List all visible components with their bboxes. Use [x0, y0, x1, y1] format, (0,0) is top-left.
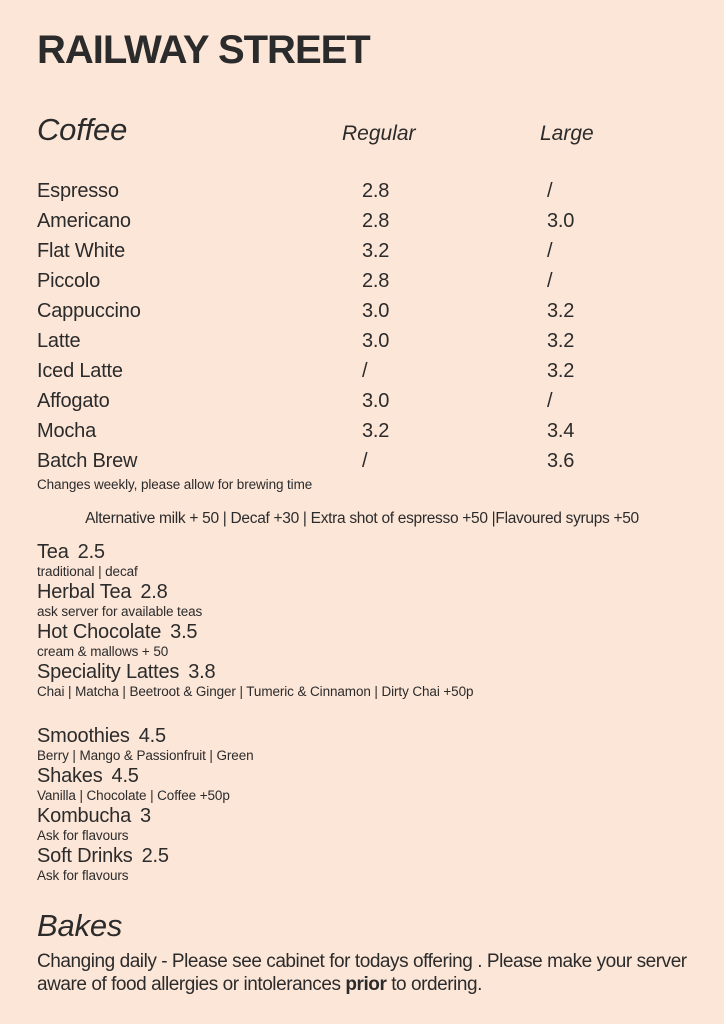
- drink-item-shakes: [37, 764, 687, 804]
- drink-note: Ask for flavours: [37, 828, 129, 843]
- item-price-large: 3.4: [547, 420, 575, 442]
- drink-name: Tea: [37, 541, 69, 563]
- coffee-row-batch-brew: [37, 446, 687, 476]
- item-price-regular: 2.8: [362, 270, 390, 292]
- drink-item-hot-chocolate: [37, 620, 687, 660]
- drink-note: traditional | decaf: [37, 564, 138, 579]
- item-price-large: 3.2: [547, 360, 575, 382]
- item-name: Piccolo: [37, 270, 101, 292]
- batch-brew-note: Changes weekly, please allow for brewing time: [37, 477, 313, 492]
- drink-price: 3.5: [170, 621, 198, 643]
- item-price-large: 3.6: [547, 450, 575, 472]
- coffee-row-affogato: [37, 386, 687, 416]
- item-price-regular: 3.2: [362, 420, 390, 442]
- drink-line: [37, 804, 687, 828]
- drink-item-herbal-tea: [37, 580, 687, 620]
- item-price-large: 3.2: [547, 300, 575, 322]
- drink-name: Hot Chocolate: [37, 621, 162, 643]
- drink-price: 3: [140, 805, 151, 827]
- drink-name: Smoothies: [37, 725, 130, 747]
- bakes-note-text: Changing daily - Please see cabinet for todays offering . Please make your server aware of food allergies or intolerances: [37, 951, 687, 995]
- item-name: Mocha: [37, 420, 97, 442]
- drink-note: Vanilla | Chocolate | Coffee +50p: [37, 788, 230, 803]
- item-price-regular: 3.0: [362, 300, 390, 322]
- item-price-large: /: [547, 180, 553, 202]
- coffee-row-americano: [37, 206, 687, 236]
- coffee-table-header: [37, 112, 687, 148]
- item-name: Espresso: [37, 180, 119, 202]
- drink-line: [37, 620, 687, 644]
- item-price-regular: 3.0: [362, 330, 390, 352]
- coffee-row-iced-latte: [37, 356, 687, 386]
- item-price-large: 3.2: [547, 330, 575, 352]
- item-price-large: 3.0: [547, 210, 575, 232]
- drink-line: [37, 844, 687, 868]
- drink-line: [37, 540, 687, 564]
- drink-note: Berry | Mango & Passionfruit | Green: [37, 748, 254, 763]
- coffee-row-mocha: [37, 416, 687, 446]
- column-header-large: Large: [540, 122, 594, 145]
- coffee-section-heading: Coffee: [37, 112, 128, 147]
- bakes-section-heading: Bakes: [37, 908, 123, 943]
- drink-item-tea: [37, 540, 687, 580]
- item-name: Affogato: [37, 390, 110, 412]
- page-title: RAILWAY STREET: [37, 28, 370, 72]
- drink-item-smoothies: [37, 724, 687, 764]
- drink-price: 4.5: [111, 765, 139, 787]
- coffee-row-piccolo: [37, 266, 687, 296]
- drink-note: ask server for available teas: [37, 604, 203, 619]
- coffee-section: [37, 112, 687, 528]
- item-price-large: /: [547, 390, 553, 412]
- drink-name: Kombucha: [37, 805, 132, 827]
- drink-price: 2.5: [77, 541, 105, 563]
- column-header-regular: Regular: [342, 122, 416, 145]
- drink-line: [37, 764, 687, 788]
- drink-price: 2.8: [140, 581, 168, 603]
- item-price-regular: 3.0: [362, 390, 390, 412]
- drink-line: [37, 580, 687, 604]
- drink-name: Shakes: [37, 765, 103, 787]
- drink-note: cream & mallows + 50: [37, 644, 169, 659]
- drink-item-soft-drinks: [37, 844, 687, 884]
- item-name: Iced Latte: [37, 360, 123, 382]
- drink-price: 2.5: [141, 845, 169, 867]
- drink-price: 3.8: [188, 661, 216, 683]
- drink-note: Chai | Matcha | Beetroot & Ginger | Tumeric & Cinnamon | Dirty Chai +50p: [37, 684, 474, 699]
- drink-note: Ask for flavours: [37, 868, 129, 883]
- item-price-large: /: [547, 240, 553, 262]
- item-price-regular: 3.2: [362, 240, 390, 262]
- item-name: Flat White: [37, 240, 126, 262]
- bakes-note: [37, 950, 724, 996]
- bakes-note-bold-word: prior: [345, 974, 387, 995]
- bakes-note-text-end: to ordering.: [386, 974, 482, 995]
- other-drinks-section: [37, 540, 687, 884]
- item-name: Latte: [37, 330, 81, 352]
- coffee-extras-line: Alternative milk + 50 | Decaf +30 | Extra shot of espresso +50 |Flavoured syrups +50: [85, 510, 639, 527]
- item-price-regular: /: [362, 450, 368, 472]
- coffee-row-latte: [37, 326, 687, 356]
- item-price-large: /: [547, 270, 553, 292]
- cold-drinks-group: [37, 724, 687, 884]
- drink-name: Herbal Tea: [37, 581, 132, 603]
- item-name: Cappuccino: [37, 300, 141, 322]
- drink-name: Soft Drinks: [37, 845, 133, 867]
- drink-price: 4.5: [138, 725, 166, 747]
- coffee-row-espresso: [37, 176, 687, 206]
- drink-line: [37, 724, 687, 748]
- drink-item-kombucha: [37, 804, 687, 844]
- drink-name: Speciality Lattes: [37, 661, 180, 683]
- drink-line: [37, 660, 687, 684]
- item-name: Batch Brew: [37, 450, 138, 472]
- hot-drinks-group: [37, 540, 687, 700]
- coffee-row-cappuccino: [37, 296, 687, 326]
- item-name: Americano: [37, 210, 131, 232]
- coffee-row-flat-white: [37, 236, 687, 266]
- drink-item-speciality-lattes: [37, 660, 687, 700]
- item-price-regular: /: [362, 360, 368, 382]
- item-price-regular: 2.8: [362, 210, 390, 232]
- item-price-regular: 2.8: [362, 180, 390, 202]
- bakes-section: [37, 908, 687, 996]
